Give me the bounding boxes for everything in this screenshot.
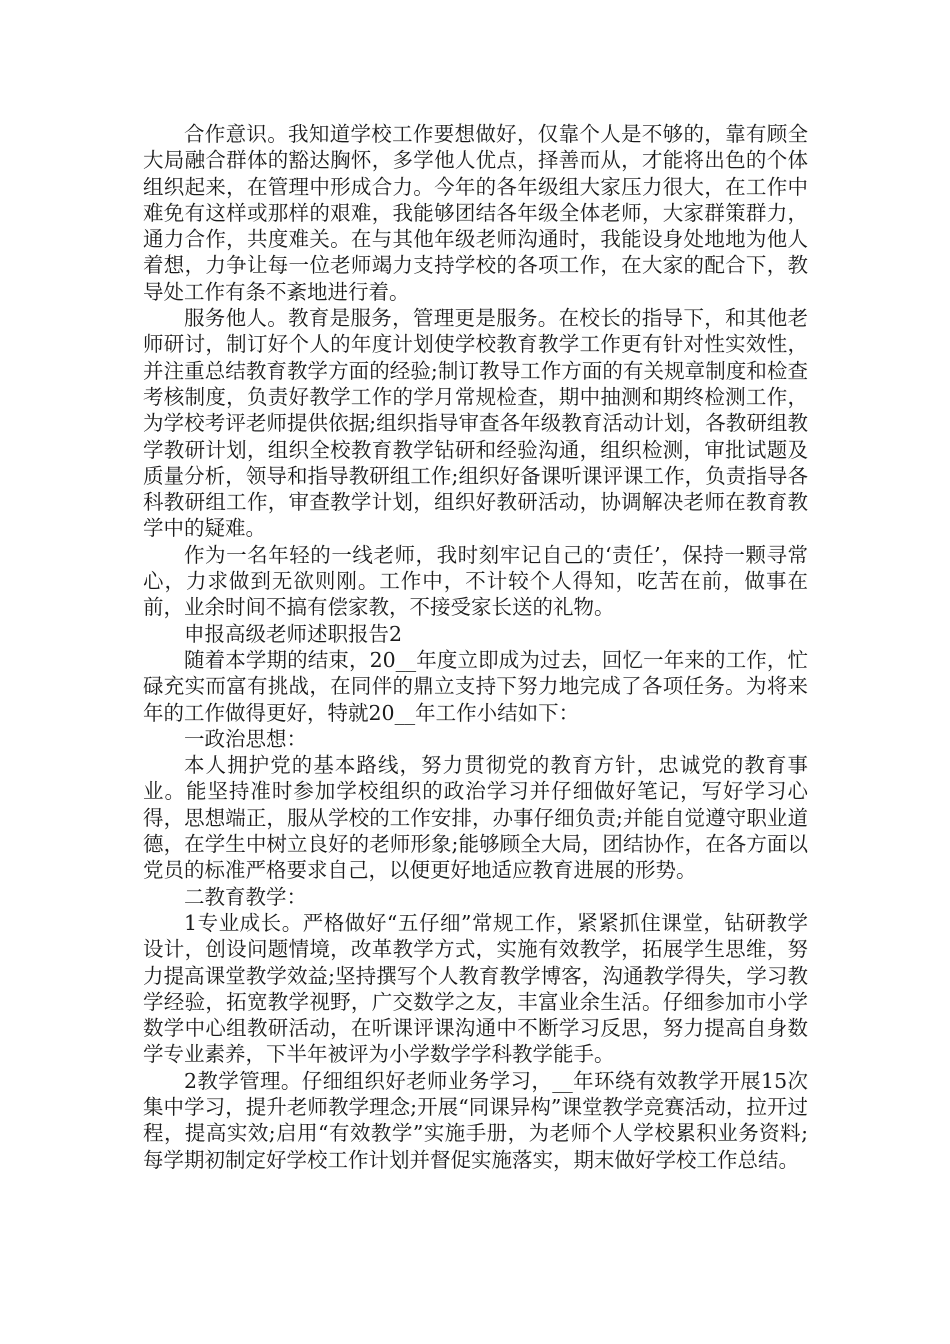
paragraph-introduction: 随着本学期的结束，20__年度立即成为过去，回忆一年来的工作，忙碌充实而富有挑战，在同伴的鼎立支持下努力地完成了各项任务。为将来年的工作做得更好，特就20__年工作小结如下：	[143, 647, 808, 725]
paragraph-politics: 本人拥护党的基本路线，努力贯彻党的教育方针，忠诚党的教育事业。能坚持准时参加学校组织的政治学习并仔细做好笔记，写好学习心得，思想端正，服从学校的工作安排，办事仔细负责;并能自觉遵守职业道德，在学生中树立良好的老师形象;能够顾全大局，团结协作，在各方面以党员的标准严格要求自己，以便更好地适应教育进展的形势。	[143, 753, 808, 883]
document-body	[143, 121, 808, 1173]
paragraph-professional-growth: 1专业成长。严格做好“五仔细”常规工作，紧紧抓住课堂，钻研教学设计，创设问题情境，改革教学方式，实施有效教学，拓展学生思维，努力提高课堂教学效益;坚持撰写个人教育教学博客，沟通教学得失，学习教学经验，拓宽教学视野，广交数学之友，丰富业余生活。仔细参加市小学数学中心组教研活动，在听课评课沟通中不断学习反思，努力提高自身数学专业素养，下半年被评为小学数学学科教学能手。	[143, 910, 808, 1067]
report-title: 申报高级老师述职报告2	[184, 621, 403, 646]
paragraph-responsibility: 作为一名年轻的一线老师，我时刻牢记自己的‘责任’，保持一颗寻常心，力求做到无欲则刚。工作中，不计较个人得知，吃苦在前，做事在前，业余时间不搞有偿家教，不接受家长送的礼物。	[143, 542, 808, 620]
paragraph-teaching-management: 2教学管理。仔细组织好老师业务学习，__年环绕有效教学开展15次集中学习，提升老师教学理念;开展“同课异构”课堂教学竞赛活动，拉开过程，提高实效;启用“有效教学”实施手册，为老师个人学校累积业务资料;每学期初制定好学校工作计划并督促实施落实，期末做好学校工作总结。	[143, 1068, 808, 1172]
section-heading-teaching: 二教育教学：	[184, 884, 307, 909]
paragraph-service: 服务他人。教育是服务，管理更是服务。在校长的指导下，和其他老师研讨，制订好个人的年度计划使学校教育教学工作更有针对性实效性，并注重总结教育教学方面的经验;制订教导工作方面的有关规章制度和检查考核制度，负责好教学工作的学月常规检查，期中抽测和期终检测工作，为学校考评老师提供依据;组织指导审查各年级教育活动计划，各教研组教学教研计划，组织全校教育教学钻研和经验沟通，组织检测，审批试题及质量分析，领导和指导教研组工作;组织好备课听课评课工作，负责指导各科教研组工作，审查教学计划，组织好教研活动，协调解决老师在教育教学中的疑难。	[143, 306, 808, 541]
section-heading-politics: 一政治思想：	[184, 726, 307, 751]
paragraph-cooperation: 合作意识。我知道学校工作要想做好，仅靠个人是不够的，靠有顾全大局融合群体的豁达胸怀，多学他人优点，择善而从，才能将出色的个体组织起来，在管理中形成合力。今年的各年级组大家压力很大，在工作中难免有这样或那样的艰难，我能够团结各年级全体老师，大家群策群力，通力合作，共度难关。在与其他年级老师沟通时，我能设身处地地为他人着想，力争让每一位老师竭力支持学校的各项工作，在大家的配合下，教导处工作有条不紊地进行着。	[143, 122, 808, 304]
